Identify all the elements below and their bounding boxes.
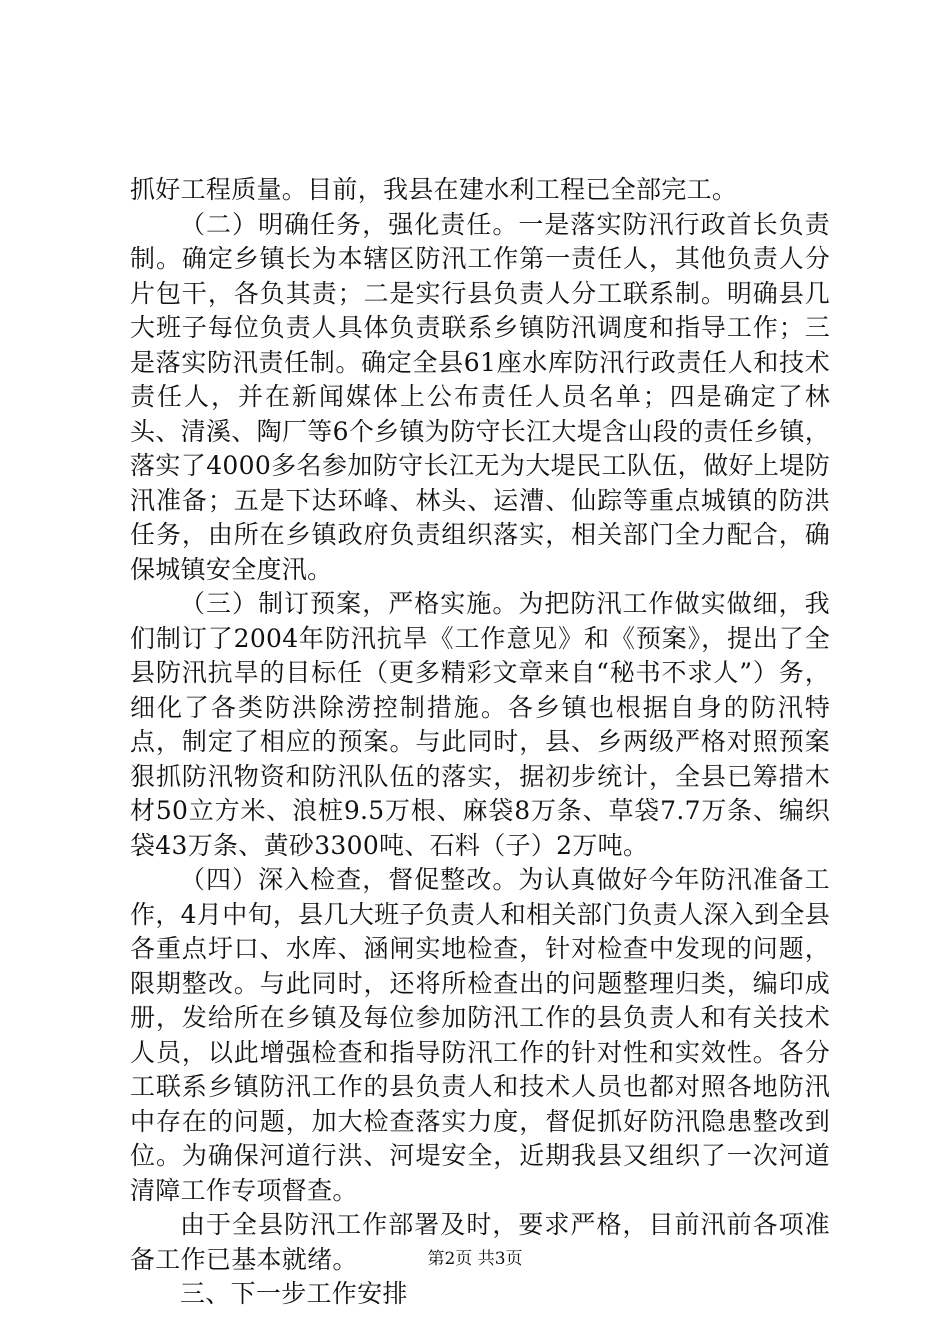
page-number-footer: 第2页 共3页 — [427, 1249, 523, 1269]
paragraph-section-3: （三）制订预案，严格实施。为把防汛工作做实做细，我们制订了2004年防汛抗旱《工作意见》和《预案》，提出了全县防汛抗旱的目标任（更多精彩文章来自“秘书不求人”）务，细化了各类防洪除涝控制措施。各乡镇也根据自身的防汛特点，制定了相应的预案。与此同时，县、乡两级严格对照预案狠抓防汛物资和防汛队伍的落实，据初步统计，全县已筹措木材50立方米、浪桩9.5万根、麻袋8万条、草袋7.7万条、编织袋43万条、黄砂3300吨、石料（子）2万吨。 — [130, 589, 830, 860]
paragraph-summary: 由于全县防汛工作部署及时，要求严格，目前汛前各项准备工作已基本就绪。 — [130, 1210, 830, 1274]
document-body — [130, 173, 830, 1312]
section-heading-next-steps: 三、下一步工作安排 — [180, 1279, 408, 1308]
paragraph-section-2: （二）明确任务，强化责任。一是落实防汛行政首长负责制。确定乡镇长为本辖区防汛工作第一责任人，其他负责人分片包干，各负其责；二是实行县负责人分工联系制。明确县几大班子每位负责人具体负责联系乡镇防汛调度和指导工作；三是落实防汛责任制。确定全县61座水库防汛行政责任人和技术责任人，并在新闻媒体上公布责任人员名单；四是确定了林头、清溪、陶厂等6个乡镇为防守长江大堤含山段的责任乡镇，落实了4000多名参加防守长江无为大堤民工队伍，做好上堤防汛准备；五是下达环峰、林头、运漕、仙踪等重点城镇的防洪任务，由所在乡镇政府负责组织落实，相关部门全力配合，确保城镇安全度汛。 — [130, 209, 830, 584]
paragraph-section-4: （四）深入检查，督促整改。为认真做好今年防汛准备工作，4月中旬，县几大班子负责人和相关部门负责人深入到全县各重点圩口、水库、涵闸实地检查，针对检查中发现的问题，限期整改。与此同时，还将所检查出的问题整理归类，编印成册，发给所在乡镇及每位参加防汛工作的县负责人和有关技术人员，以此增强检查和指导防汛工作的针对性和实效性。各分工联系乡镇防汛工作的县负责人和技术人员也都对照各地防汛中存在的问题，加大检查落实力度，督促抓好防汛隐患整改到位。为确保河道行洪、河堤安全，近期我县又组织了一次河道清障工作专项督查。 — [130, 865, 830, 1205]
paragraph-continuation: 抓好工程质量。目前，我县在建水利工程已全部完工。 — [130, 175, 738, 204]
